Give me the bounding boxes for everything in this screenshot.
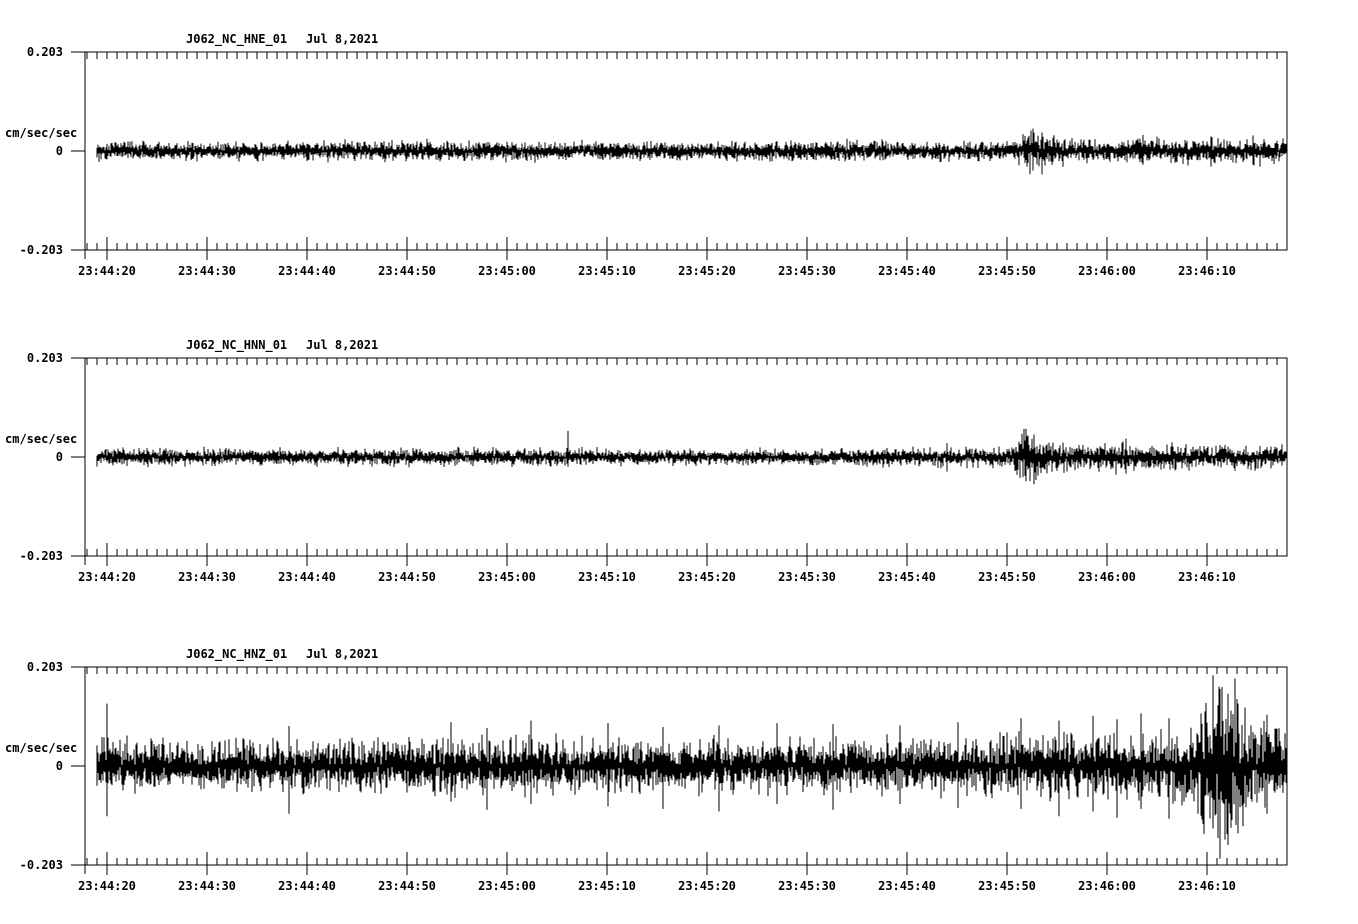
x-tick-label: 23:46:00: [1078, 264, 1136, 278]
x-tick-label: 23:44:50: [378, 570, 436, 584]
y-tick-label: 0.203: [26, 660, 63, 674]
y-tick-label: -0.203: [19, 858, 63, 872]
panel-title: J062_NC_HNE_01: [186, 32, 288, 46]
x-tick-label: 23:44:30: [178, 264, 236, 278]
x-tick-label: 23:44:20: [78, 264, 136, 278]
x-tick-label: 23:44:40: [278, 264, 336, 278]
x-tick-label: 23:45:30: [778, 264, 836, 278]
x-tick-label: 23:45:40: [878, 879, 936, 893]
y-tick-label: -0.203: [19, 243, 63, 257]
x-tick-label: 23:46:10: [1178, 879, 1236, 893]
y-tick-label: 0.203: [26, 351, 63, 365]
y-ticks: [71, 667, 85, 865]
y-tick-label: 0: [55, 759, 63, 773]
y-tick-label: 0: [55, 144, 63, 158]
y-axis-unit-label: cm/sec/sec: [5, 432, 78, 446]
seismogram-panel-J062_NC_HNN_01: [5, 338, 1287, 584]
x-tick-label: 23:46:00: [1078, 570, 1136, 584]
panel-title: J062_NC_HNZ_01: [186, 647, 288, 661]
x-tick-label: 23:45:00: [478, 570, 536, 584]
x-tick-label: 23:45:50: [978, 879, 1036, 893]
x-tick-label: 23:46:00: [1078, 879, 1136, 893]
x-tick-label: 23:44:50: [378, 264, 436, 278]
x-tick-label: 23:45:50: [978, 570, 1036, 584]
panel-date: Jul 8,2021: [306, 338, 379, 352]
x-tick-label: 23:45:10: [578, 879, 636, 893]
x-tick-label: 23:45:00: [478, 264, 536, 278]
x-tick-label: 23:45:20: [678, 879, 736, 893]
x-tick-label: 23:45:10: [578, 570, 636, 584]
x-tick-label: 23:45:30: [778, 879, 836, 893]
seismogram-panel-J062_NC_HNZ_01: [5, 647, 1287, 893]
y-tick-label: 0: [55, 450, 63, 464]
x-tick-label: 23:45:20: [678, 264, 736, 278]
x-tick-label: 23:45:30: [778, 570, 836, 584]
y-ticks: [71, 358, 85, 556]
panel-date: Jul 8,2021: [306, 32, 379, 46]
x-tick-label: 23:44:20: [78, 879, 136, 893]
waveform-trace: [97, 429, 1287, 481]
y-tick-label: 0.203: [26, 45, 63, 59]
y-axis-unit-label: cm/sec/sec: [5, 126, 78, 140]
y-tick-label: -0.203: [19, 549, 63, 563]
y-axis-unit-label: cm/sec/sec: [5, 741, 78, 755]
x-tick-label: 23:45:50: [978, 264, 1036, 278]
x-tick-label: 23:44:40: [278, 570, 336, 584]
x-tick-label: 23:45:40: [878, 570, 936, 584]
x-tick-label: 23:44:40: [278, 879, 336, 893]
seismogram-panel-J062_NC_HNE_01: [5, 32, 1287, 278]
x-tick-label: 23:45:40: [878, 264, 936, 278]
panel-title: J062_NC_HNN_01: [186, 338, 288, 352]
waveform-trace: [97, 131, 1287, 175]
x-tick-label: 23:44:30: [178, 570, 236, 584]
x-tick-label: 23:44:50: [378, 879, 436, 893]
x-tick-label: 23:45:10: [578, 264, 636, 278]
x-tick-label: 23:46:10: [1178, 570, 1236, 584]
x-tick-label: 23:46:10: [1178, 264, 1236, 278]
waveform-trace: [97, 679, 1287, 840]
y-ticks: [71, 52, 85, 250]
x-tick-label: 23:45:20: [678, 570, 736, 584]
x-tick-label: 23:44:30: [178, 879, 236, 893]
x-tick-label: 23:44:20: [78, 570, 136, 584]
panel-date: Jul 8,2021: [306, 647, 379, 661]
x-tick-label: 23:45:00: [478, 879, 536, 893]
